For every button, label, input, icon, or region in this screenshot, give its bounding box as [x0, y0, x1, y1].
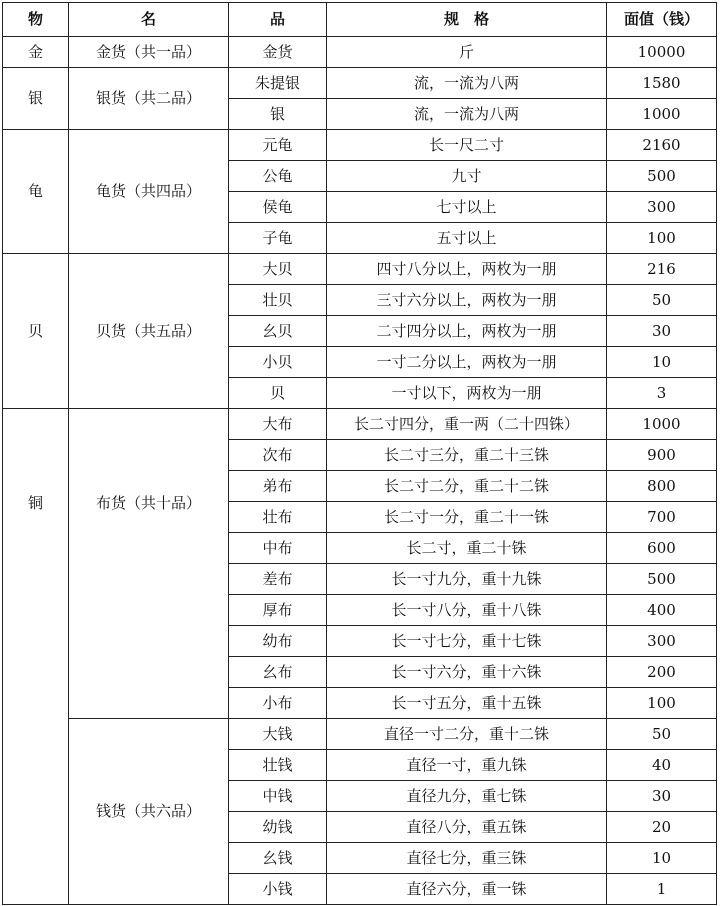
table-row [3, 37, 717, 68]
value-cell: 50 [607, 285, 717, 316]
value-cell: 700 [607, 502, 717, 533]
item-name-cell: 大钱 [229, 719, 327, 750]
spec-cell: 五寸以上 [327, 223, 607, 254]
item-name-cell: 幺贝 [229, 316, 327, 347]
item-name-cell: 银 [229, 99, 327, 130]
spec-cell: 直径六分，重一铢 [327, 874, 607, 905]
spec-cell: 七寸以上 [327, 192, 607, 223]
item-name-cell: 厚布 [229, 595, 327, 626]
spec-cell: 直径九分，重七铢 [327, 781, 607, 812]
spec-cell: 长一寸九分，重十九铢 [327, 564, 607, 595]
value-cell: 1580 [607, 68, 717, 99]
spec-cell: 九寸 [327, 161, 607, 192]
value-cell: 30 [607, 316, 717, 347]
spec-cell: 一寸以下，两枚为一朋 [327, 378, 607, 409]
item-name-cell: 壮贝 [229, 285, 327, 316]
value-cell: 1 [607, 874, 717, 905]
spec-cell: 长二寸一分，重二十一铢 [327, 502, 607, 533]
value-cell: 900 [607, 440, 717, 471]
header-ming: 名 [69, 3, 229, 37]
value-cell: 500 [607, 161, 717, 192]
material-cell: 金 [3, 37, 69, 68]
header-row [3, 3, 717, 37]
spec-cell: 长一寸八分，重十八铢 [327, 595, 607, 626]
item-name-cell: 弟布 [229, 471, 327, 502]
material-cell: 银 [3, 68, 69, 130]
value-cell: 100 [607, 223, 717, 254]
spec-cell: 长一寸五分，重十五铢 [327, 688, 607, 719]
item-name-cell: 幼钱 [229, 812, 327, 843]
material-cell: 龟 [3, 130, 69, 254]
category-cell: 布货（共十品） [69, 409, 229, 719]
item-name-cell: 壮布 [229, 502, 327, 533]
value-cell: 300 [607, 626, 717, 657]
value-cell: 2160 [607, 130, 717, 161]
item-name-cell: 小钱 [229, 874, 327, 905]
value-cell: 600 [607, 533, 717, 564]
item-name-cell: 中钱 [229, 781, 327, 812]
item-name-cell: 小布 [229, 688, 327, 719]
item-name-cell: 公龟 [229, 161, 327, 192]
spec-cell: 四寸八分以上，两枚为一朋 [327, 254, 607, 285]
table-row [3, 68, 717, 99]
category-cell: 龟货（共四品） [69, 130, 229, 254]
header-pin: 品 [229, 3, 327, 37]
item-name-cell: 侯龟 [229, 192, 327, 223]
spec-cell: 直径一寸二分，重十二铢 [327, 719, 607, 750]
table-row [3, 719, 717, 750]
table-row [3, 254, 717, 285]
item-name-cell: 幼布 [229, 626, 327, 657]
category-cell: 钱货（共六品） [69, 719, 229, 905]
value-cell: 500 [607, 564, 717, 595]
material-cell: 贝 [3, 254, 69, 409]
item-name-cell: 贝 [229, 378, 327, 409]
spec-cell: 长二寸二分，重二十二铢 [327, 471, 607, 502]
spec-cell: 流，一流为八两 [327, 99, 607, 130]
value-cell: 1000 [607, 99, 717, 130]
table-row [3, 130, 717, 161]
value-cell: 10 [607, 843, 717, 874]
item-name-cell: 大贝 [229, 254, 327, 285]
item-name-cell: 朱提银 [229, 68, 327, 99]
value-cell: 40 [607, 750, 717, 781]
spec-cell: 直径一寸，重九铢 [327, 750, 607, 781]
category-cell: 金货（共一品） [69, 37, 229, 68]
item-name-cell: 幺钱 [229, 843, 327, 874]
spec-cell: 长二寸三分，重二十三铢 [327, 440, 607, 471]
spec-cell: 流，一流为八两 [327, 68, 607, 99]
category-cell: 贝货（共五品） [69, 254, 229, 409]
item-name-cell: 元龟 [229, 130, 327, 161]
item-name-cell: 次布 [229, 440, 327, 471]
value-cell: 10 [607, 347, 717, 378]
value-cell: 30 [607, 781, 717, 812]
spec-cell: 长一尺二寸 [327, 130, 607, 161]
value-cell: 300 [607, 192, 717, 223]
spec-cell: 直径八分，重五铢 [327, 812, 607, 843]
header-value: 面值（钱） [607, 3, 717, 37]
spec-cell: 三寸六分以上，两枚为一朋 [327, 285, 607, 316]
value-cell: 200 [607, 657, 717, 688]
value-cell: 10000 [607, 37, 717, 68]
item-name-cell: 幺布 [229, 657, 327, 688]
value-cell: 1000 [607, 409, 717, 440]
spec-cell: 一寸二分以上，两枚为一朋 [327, 347, 607, 378]
spec-cell: 长一寸七分，重十七铢 [327, 626, 607, 657]
value-cell: 3 [607, 378, 717, 409]
spec-cell: 长二寸四分，重一两（二十四铢） [327, 409, 607, 440]
header-wu: 物 [3, 3, 69, 37]
item-name-cell: 小贝 [229, 347, 327, 378]
item-name-cell: 中布 [229, 533, 327, 564]
spec-cell: 长一寸六分，重十六铢 [327, 657, 607, 688]
value-cell: 50 [607, 719, 717, 750]
header-guige: 规 格 [327, 3, 607, 37]
spec-cell: 长二寸，重二十铢 [327, 533, 607, 564]
material-cell: 铜 [3, 409, 69, 905]
value-cell: 100 [607, 688, 717, 719]
value-cell: 800 [607, 471, 717, 502]
currency-table [2, 2, 717, 905]
spec-cell: 二寸四分以上，两枚为一朋 [327, 316, 607, 347]
spec-cell: 直径七分，重三铢 [327, 843, 607, 874]
item-name-cell: 大布 [229, 409, 327, 440]
value-cell: 20 [607, 812, 717, 843]
table-row [3, 409, 717, 440]
item-name-cell: 壮钱 [229, 750, 327, 781]
item-name-cell: 子龟 [229, 223, 327, 254]
spec-cell: 斤 [327, 37, 607, 68]
item-name-cell: 金货 [229, 37, 327, 68]
value-cell: 400 [607, 595, 717, 626]
category-cell: 银货（共二品） [69, 68, 229, 130]
value-cell: 216 [607, 254, 717, 285]
item-name-cell: 差布 [229, 564, 327, 595]
